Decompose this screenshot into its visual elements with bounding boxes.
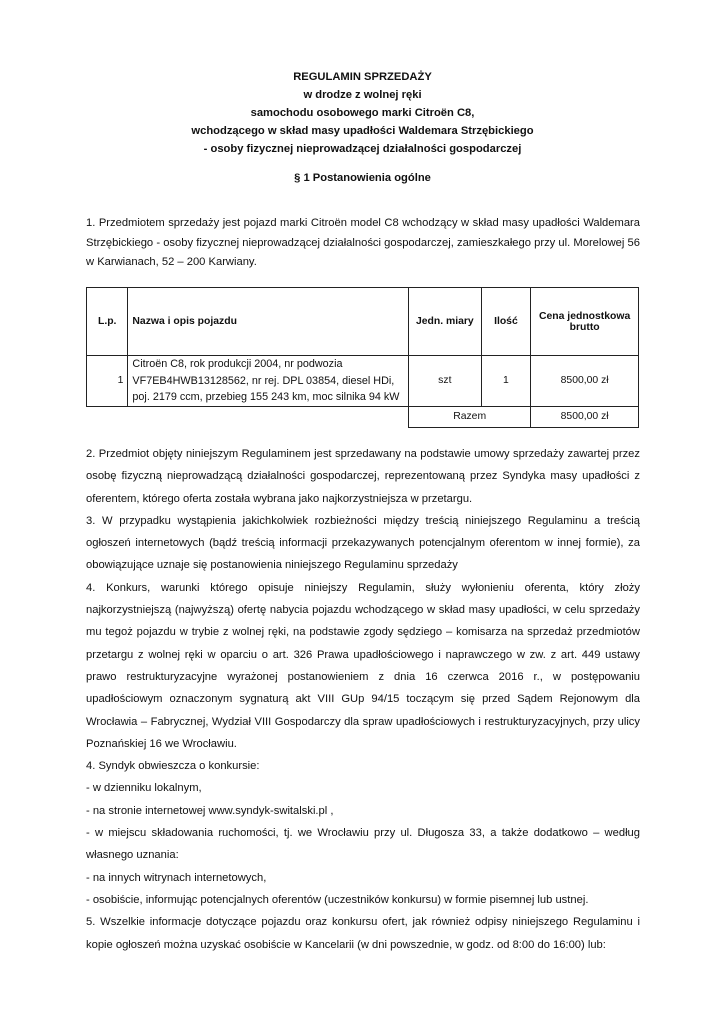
cell-unit: szt: [409, 356, 481, 407]
header-price: Cena jednostkowa brutto: [531, 288, 639, 356]
header-name: Nazwa i opis pojazdu: [128, 288, 409, 356]
list-item-5: - osobiście, informując potencjalnych oferentów (uczestników konkursu) w formie pisemnej lub ustnej.: [86, 893, 589, 906]
cell-price: 8500,00 zł: [531, 356, 639, 407]
paragraph-1: 1. Przedmiotem sprzedaży jest pojazd marki Citroën model C8 wchodzący w skład masy upadłości Waldemara Strzębickiego - osoby fizycznej nieprowadzącej działalności gospodarczej, zamieszkałego przy ul. Morelowej 56 w Karwianach, 52 – 200 Karwiany.: [86, 217, 640, 268]
heading-line-3: samochodu osobowego marki Citroën C8,: [250, 107, 475, 119]
paragraph-2: 2. Przedmiot objęty niniejszym Regulaminem jest sprzedawany na podstawie umowy sprzedaży zawartej przez osobę fizyczną nieprowadzącą działalności gospodarczej, reprezentowaną przez Syndyka masy upadłości z oferentem, którego oferta została wybrana jako najkorzystniejsza w przetargu.: [86, 448, 640, 505]
paragraph-5-intro: 4. Syndyk obwieszcza o konkursie:: [86, 760, 260, 773]
heading-line-2: w drodze z wolnej ręki: [303, 89, 422, 101]
empty-cell: [128, 406, 409, 427]
table-header-row: [87, 288, 639, 356]
heading-line-5: - osoby fizycznej nieprowadzącej działalności gospodarczej: [203, 143, 522, 155]
cell-lp: 1: [87, 356, 128, 407]
list-item-3: - w miejscu składowania ruchomości, tj. we Wrocławiu przy ul. Długosza 33, a także dodatkowo – według własnego uznania:: [86, 827, 640, 862]
cell-desc: Citroën C8, rok produkcji 2004, nr podwozia VF7EB4HWB13128562, nr rej. DPL 03854, diesel HDi, poj. 2179 ccm, przebieg 155 243 km, moc silnika 94 kW: [128, 356, 409, 407]
heading-line-1: REGULAMIN SPRZEDAŻY: [293, 71, 432, 83]
cell-qty: 1: [481, 356, 531, 407]
body-text: [86, 443, 640, 956]
total-value: 8500,00 zł: [531, 406, 639, 427]
header-lp: L.p.: [87, 288, 128, 356]
header-qty: Ilość: [481, 288, 531, 356]
document-heading: [60, 68, 665, 158]
paragraph-4: 4. Konkurs, warunki którego opisuje niniejszy Regulamin, służy wyłonieniu oferenta, który złoży najkorzystniejszą (najwyższą) ofertę nabycia pojazdu wchodzącego w skład masy upadłości, w celu sprzedaży mu tegoż pojazdu w trybie z wolnej ręki, na podstawie zgody sędziego – komisarza na sprzedaż przedmiotów przetargu z wolnej ręki w oparciu o art. 326 Prawa upadłościowego i naprawczego w zw. z art. 449 ustawy prawo restrukturyzacyjne wyrażonej postanowieniem z dnia 16 czerwca 2016 r., w postępowaniu upadłościowym oznaczonym sygnaturą akt VIII GUp 94/15 toczącym się przed Sądem Rejonowym dla Wrocławia – Fabrycznej, Wydział VIII Gospodarczy dla spraw upadłościowych i restrukturyzacyjnych, przy ulicy Poznańskiej 16 we Wrocławiu.: [86, 581, 640, 750]
total-label: Razem: [409, 406, 531, 427]
header-unit: Jedn. miary: [409, 288, 481, 356]
paragraph-6: 5. Wszelkie informacje dotyczące pojazdu oraz konkursu ofert, jak również odpisy niniejszego Regulaminu i kopie ogłoszeń można uzyskać osobiście w Kancelarii (w dni powszednie, w godz. od 8:00 do 16:00) lub:: [86, 916, 640, 951]
heading-line-4: wchodzącego w skład masy upadłości Waldemara Strzębickiego: [191, 125, 534, 137]
list-item-4: - na innych witrynach internetowych,: [86, 871, 267, 884]
table-row: [87, 356, 639, 407]
section-title: § 1 Postanowienia ogólne: [294, 172, 431, 184]
paragraph-3: 3. W przypadku wystąpienia jakichkolwiek rozbieżności między treścią niniejszego Regulaminu a treścią ogłoszeń internetowych (bądź treścią informacji przekazywanych potencjalnym oferentom w innej formie), za obowiązujące uznaje się postanowienia niniejszego Regulaminu sprzedaży: [86, 514, 640, 572]
vehicle-table: [86, 287, 639, 428]
list-item-1: - w dzienniku lokalnym,: [86, 782, 202, 795]
empty-cell: [87, 406, 128, 427]
table-total-row: [87, 406, 639, 427]
list-item-2: - na stronie internetowej www.syndyk-switalski.pl ,: [86, 804, 334, 817]
